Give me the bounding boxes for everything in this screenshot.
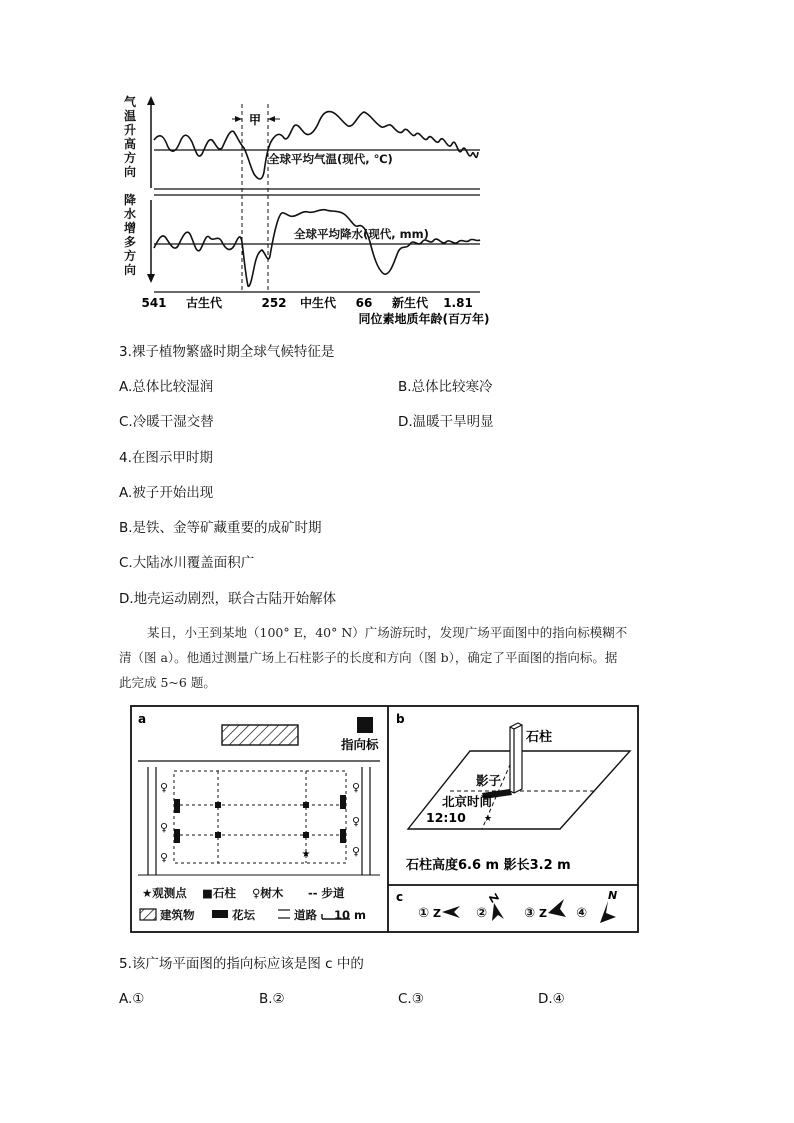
svg-text:♀: ♀ [159, 781, 169, 794]
option-1-number: ① [418, 906, 430, 921]
tick-66: 66 [355, 296, 373, 310]
svg-text:水: 水 [123, 207, 137, 221]
jia-label: 甲 [248, 113, 262, 127]
flower-bed [174, 829, 180, 843]
temp-label-char-4: 高 [123, 137, 137, 151]
observation-point-icon: ★ [484, 814, 493, 824]
tree-icons [160, 781, 360, 864]
shadow-label: 影子 [476, 773, 502, 788]
svg-text:Z: Z [433, 907, 441, 920]
svg-text:N: N [608, 889, 618, 902]
legend-observation: ★观测点 [142, 886, 187, 900]
pillars [215, 802, 309, 838]
question-5-option-b[interactable]: B.② [259, 991, 285, 1007]
question-5-stem: 5.该广场平面图的指向标应该是图 c 中的 [119, 956, 364, 972]
flower-bed [174, 799, 180, 813]
x-axis-label: 同位素地质年龄(百万年) [358, 312, 490, 326]
question-3-stem: 3.裸子植物繁盛时期全球气候特征是 [119, 344, 335, 360]
svg-text:增: 增 [123, 221, 137, 235]
precip-series-label: 全球平均降水(现代, mm) [294, 227, 429, 241]
precip-axis-arrow-icon [147, 274, 155, 283]
svg-text:多: 多 [123, 235, 137, 249]
plaza-figure [130, 705, 640, 935]
tick-1.81: 1.81 [443, 296, 473, 310]
climate-chart [118, 92, 508, 328]
passage-line-1: 某日，小王到某地（100° E，40° N）广场游玩时，发现广场平面图中的指向标模糊不 [147, 625, 628, 640]
option-2-number: ② [476, 906, 488, 921]
compass-option-1-icon [433, 906, 460, 920]
legend-pillar: ■石柱 [202, 886, 236, 900]
svg-text:方: 方 [123, 249, 137, 263]
svg-text:♀: ♀ [351, 781, 361, 794]
temperature-curve [154, 112, 478, 180]
observation-point-icon: ★ [301, 849, 311, 860]
svg-text:Z: Z [539, 907, 547, 920]
legend-building: 建筑物 [160, 908, 195, 922]
era-mesozoic: 中生代 [299, 296, 337, 310]
compass-option-4-icon [600, 889, 617, 923]
svg-text:降: 降 [123, 193, 137, 207]
svg-text:♀: ♀ [159, 821, 169, 834]
temp-label-char-1: 气 [123, 95, 137, 109]
question-5-option-d[interactable]: D.④ [538, 991, 565, 1007]
question-4-option-b[interactable]: B.是铁、金等矿藏重要的成矿时期 [119, 520, 322, 536]
question-4-option-d[interactable]: D.地壳运动剧烈，联合古陆开始解体 [119, 591, 337, 607]
svg-text:♀: ♀ [351, 845, 361, 858]
option-3-number: ③ [524, 906, 536, 921]
question-3-option-b[interactable]: B.总体比较寒冷 [398, 379, 493, 395]
question-3-option-a[interactable]: A.总体比较湿润 [119, 379, 214, 395]
compass-placeholder-icon [357, 717, 373, 733]
question-4-option-c[interactable]: C.大陆冰川覆盖面积广 [119, 555, 255, 571]
pillar [510, 723, 522, 793]
option-4-number: ④ [576, 906, 588, 921]
tick-541: 541 [141, 296, 167, 310]
temp-label-char-2: 温 [123, 109, 137, 123]
temp-axis-label [124, 94, 137, 179]
question-5-option-c[interactable]: C.③ [398, 991, 424, 1007]
temp-label-char-6: 向 [123, 165, 137, 179]
figure-a-label: a [138, 712, 147, 726]
figure-b-label: b [396, 712, 405, 726]
question-4-stem: 4.在图示甲时期 [119, 450, 213, 466]
passage-line-3: 此完成 5~6 题。 [119, 675, 216, 690]
passage-line-2: 清（图 a）。他通过测量广场上石柱影子的长度和方向（图 b），确定了平面图的指向标。据 [119, 650, 618, 665]
question-3-option-c[interactable]: C.冷暖干湿交替 [119, 414, 214, 430]
svg-text:Z: Z [485, 891, 502, 905]
compass-option-2-icon [486, 892, 504, 921]
temp-series-label: 全球平均气温(现代, ℃) [268, 152, 393, 166]
svg-text:♀: ♀ [159, 851, 169, 864]
figure-c-label: c [396, 890, 404, 904]
temp-label-char-3: 升 [123, 123, 137, 137]
svg-text:♀: ♀ [351, 815, 361, 828]
measurement-text: 石柱高度6.6 m 影长3.2 m [406, 858, 571, 873]
time-label: 北京时间 [442, 794, 493, 809]
precip-axis-label [124, 192, 136, 277]
building [222, 725, 298, 745]
compass-option-3-icon [539, 899, 566, 920]
question-5-option-a[interactable]: A.① [119, 991, 145, 1007]
era-paleozoic: 古生代 [185, 296, 223, 310]
flower-bed [340, 829, 346, 843]
legend-walkway: -- 步道 [308, 886, 345, 900]
temp-axis-arrow-icon [147, 96, 155, 105]
pillar-label: 石柱 [526, 730, 553, 745]
legend-scale: 10 m [334, 908, 366, 922]
question-4-option-a[interactable]: A.被子开始出现 [119, 485, 214, 501]
precipitation-curve [154, 210, 480, 287]
legend-flower-bed: 花坛 [232, 908, 255, 922]
svg-text:向: 向 [123, 263, 137, 277]
question-3-option-d[interactable]: D.温暖干旱明显 [398, 414, 494, 430]
legend-tree: ♀树木 [252, 886, 284, 900]
legend-road: 道路 [294, 908, 317, 922]
era-cenozoic: 新生代 [391, 296, 429, 310]
temp-label-char-5: 方 [123, 151, 137, 165]
compass-label: 指向标 [341, 737, 379, 752]
tick-252: 252 [261, 296, 287, 310]
time-value: 12:10 [426, 810, 466, 825]
flower-bed [340, 795, 346, 809]
